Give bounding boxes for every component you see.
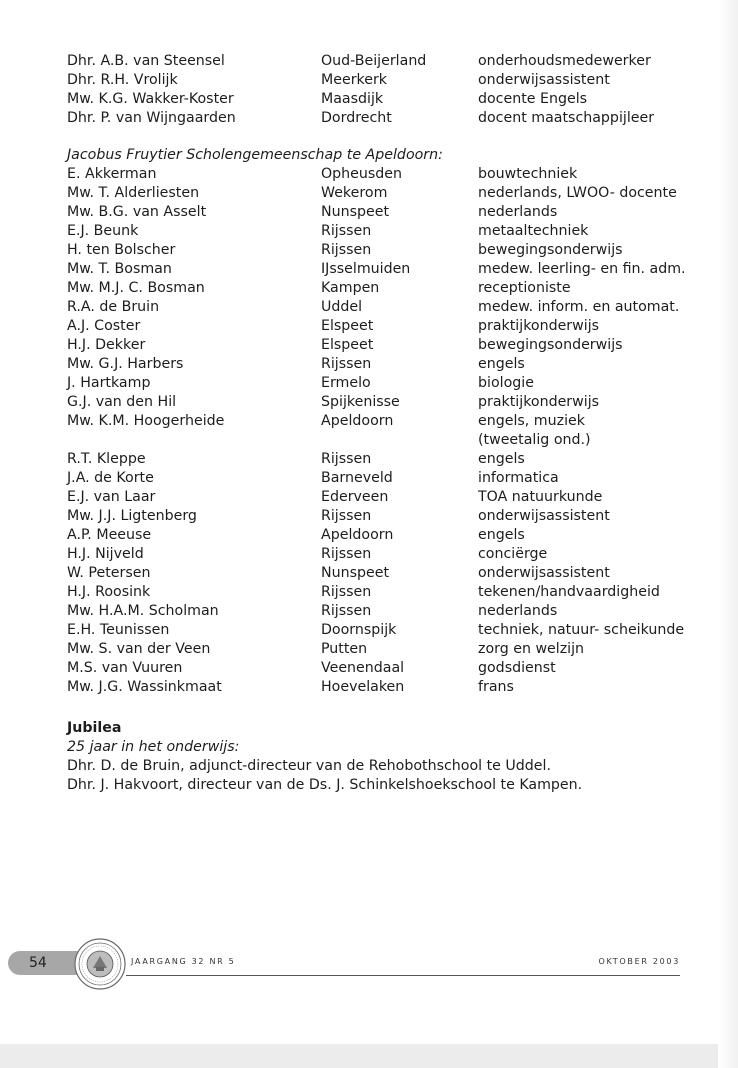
staff-place: Rijssen [321, 451, 372, 467]
staff-role: bouwtechniek [478, 166, 578, 182]
staff-role: medew. leerling- en fin. adm. [478, 261, 686, 277]
staff-name: J.A. de Korte [67, 470, 154, 486]
staff-role: nederlands [478, 204, 558, 220]
staff-name: A.P. Meeuse [67, 527, 152, 543]
staff-role: medew. inform. en automat. [478, 299, 680, 315]
staff-role: bewegingsonderwijs [478, 337, 623, 353]
staff-place: Meerkerk [321, 72, 388, 88]
staff-row [67, 317, 687, 336]
staff-role: godsdienst [478, 660, 556, 676]
staff-name: H.J. Roosink [67, 584, 151, 600]
staff-place: Ederveen [321, 489, 389, 505]
page-footer [0, 934, 738, 994]
staff-role: onderwijsassistent [478, 72, 610, 88]
staff-row [67, 469, 687, 488]
page-number: 54 [8, 951, 86, 975]
staff-row [67, 393, 687, 412]
staff-row [67, 203, 687, 222]
staff-name: H. ten Bolscher [67, 242, 176, 258]
staff-place: Rijssen [321, 508, 372, 524]
staff-role: engels [478, 451, 525, 467]
staff-role: praktijkonderwijs [478, 318, 600, 334]
staff-place: Rijssen [321, 242, 372, 258]
staff-place: Maasdijk [321, 91, 384, 107]
staff-list-school-b [67, 450, 687, 697]
staff-row [67, 507, 687, 526]
school-heading: Jacobus Fruytier Scholengemeenschap te Apeldoorn: [67, 147, 443, 163]
page-bottom-edge [0, 1044, 738, 1068]
jubilea-heading: Jubilea [67, 720, 122, 736]
staff-place: Barneveld [321, 470, 393, 486]
staff-row [67, 640, 687, 659]
staff-place: Putten [321, 641, 368, 657]
staff-name: A.J. Coster [67, 318, 141, 334]
staff-name: H.J. Dekker [67, 337, 146, 353]
staff-name: E.J. van Laar [67, 489, 156, 505]
staff-name: Mw. T. Alderliesten [67, 185, 200, 201]
staff-row [67, 602, 687, 621]
staff-row [67, 659, 687, 678]
staff-row [67, 564, 687, 583]
staff-name: E.J. Beunk [67, 223, 139, 239]
staff-role: docente Engels [478, 91, 588, 107]
staff-row [67, 678, 687, 697]
staff-list-school-a [67, 165, 687, 450]
staff-place: Opheusden [321, 166, 403, 182]
staff-name: Mw. J.J. Ligtenberg [67, 508, 197, 524]
staff-place: Hoevelaken [321, 679, 405, 695]
staff-name: Mw. J.G. Wassinkmaat [67, 679, 222, 695]
staff-name: Mw. K.M. Hoogerheide [67, 413, 225, 429]
seal-emblem-icon [74, 938, 126, 990]
staff-place: Elspeet [321, 318, 374, 334]
staff-row [67, 222, 687, 241]
staff-row [67, 184, 687, 203]
staff-row [67, 583, 687, 602]
staff-place: Nunspeet [321, 565, 390, 581]
footer-date: OKTOBER 2003 [598, 957, 680, 966]
staff-role: docent maatschappijleer [478, 110, 655, 126]
jubilea-line: Dhr. D. de Bruin, adjunct-directeur van de Rehobothschool te Uddel. [67, 758, 551, 774]
staff-place: Rijssen [321, 584, 372, 600]
staff-place: Veenendaal [321, 660, 405, 676]
staff-name: Dhr. P. van Wijngaarden [67, 110, 236, 126]
footer-rule [126, 975, 680, 976]
staff-row [67, 109, 687, 128]
staff-role: engels, muziek (tweetalig ond.) [478, 413, 591, 448]
staff-role: nederlands, LWOO- docente [478, 185, 677, 201]
staff-role: tekenen/handvaardigheid [478, 584, 660, 600]
staff-row [67, 279, 687, 298]
footer-volume: JAARGANG 32 NR 5 [131, 957, 236, 966]
staff-name: E. Akkerman [67, 166, 157, 182]
staff-row [67, 71, 687, 90]
staff-name: R.T. Kleppe [67, 451, 146, 467]
staff-place: Rijssen [321, 223, 372, 239]
staff-role: onderwijsassistent [478, 508, 610, 524]
staff-role: frans [478, 679, 514, 695]
staff-role: techniek, natuur- scheikunde [478, 622, 685, 638]
staff-name: M.S. van Vuuren [67, 660, 183, 676]
staff-name: Dhr. A.B. van Steensel [67, 53, 225, 69]
staff-name: Mw. G.J. Harbers [67, 356, 184, 372]
staff-role: TOA natuurkunde [478, 489, 603, 505]
staff-row [67, 298, 687, 317]
staff-place: Spijkenisse [321, 394, 400, 410]
staff-row [67, 52, 687, 71]
staff-row [67, 355, 687, 374]
staff-row [67, 336, 687, 355]
staff-row [67, 450, 687, 469]
staff-role: nederlands [478, 603, 558, 619]
staff-row [67, 412, 687, 450]
staff-place: Uddel [321, 299, 363, 315]
staff-role: bewegingsonderwijs [478, 242, 623, 258]
staff-list-top [67, 52, 687, 128]
staff-place: IJsselmuiden [321, 261, 411, 277]
staff-role: zorg en welzijn [478, 641, 585, 657]
staff-place: Kampen [321, 280, 380, 296]
staff-row [67, 241, 687, 260]
staff-row [67, 621, 687, 640]
staff-role: engels [478, 527, 525, 543]
staff-place: Ermelo [321, 375, 371, 391]
staff-row [67, 488, 687, 507]
staff-role: engels [478, 356, 525, 372]
staff-name: Mw. T. Bosman [67, 261, 172, 277]
staff-row [67, 545, 687, 564]
staff-name: Mw. B.G. van Asselt [67, 204, 207, 220]
staff-role: praktijkonderwijs [478, 394, 600, 410]
staff-name: Mw. M.J. C. Bosman [67, 280, 205, 296]
staff-place: Oud-Beijerland [321, 53, 427, 69]
staff-place: Apeldoorn [321, 413, 394, 429]
staff-row [67, 165, 687, 184]
staff-role: conciërge [478, 546, 548, 562]
staff-place: Wekerom [321, 185, 388, 201]
staff-place: Rijssen [321, 356, 372, 372]
jubilea-section [67, 719, 582, 795]
staff-row [67, 526, 687, 545]
staff-name: Mw. H.A.M. Scholman [67, 603, 219, 619]
staff-place: Rijssen [321, 603, 372, 619]
staff-row [67, 90, 687, 109]
staff-role: biologie [478, 375, 534, 391]
staff-name: R.A. de Bruin [67, 299, 160, 315]
staff-place: Rijssen [321, 546, 372, 562]
staff-row [67, 374, 687, 393]
jubilea-line: Dhr. J. Hakvoort, directeur van de Ds. J. Schinkelshoekschool te Kampen. [67, 777, 583, 793]
staff-name: Mw. S. van der Veen [67, 641, 211, 657]
staff-name: W. Petersen [67, 565, 151, 581]
staff-place: Nunspeet [321, 204, 390, 220]
staff-name: Dhr. R.H. Vrolijk [67, 72, 178, 88]
staff-role: metaaltechniek [478, 223, 589, 239]
staff-place: Dordrecht [321, 110, 392, 126]
staff-name: E.H. Teunissen [67, 622, 170, 638]
staff-row [67, 260, 687, 279]
staff-place: Doornspijk [321, 622, 397, 638]
jubilea-subheading: 25 jaar in het onderwijs: [67, 739, 240, 755]
staff-place: Apeldoorn [321, 527, 394, 543]
staff-name: J. Hartkamp [67, 375, 151, 391]
staff-role: onderwijsassistent [478, 565, 610, 581]
staff-role: receptioniste [478, 280, 571, 296]
staff-name: H.J. Nijveld [67, 546, 144, 562]
staff-role: onderhoudsmedewerker [478, 53, 651, 69]
page-right-edge [718, 0, 738, 1068]
staff-name: Mw. K.G. Wakker-Koster [67, 91, 234, 107]
staff-name: G.J. van den Hil [67, 394, 177, 410]
staff-role: informatica [478, 470, 559, 486]
staff-place: Elspeet [321, 337, 374, 353]
